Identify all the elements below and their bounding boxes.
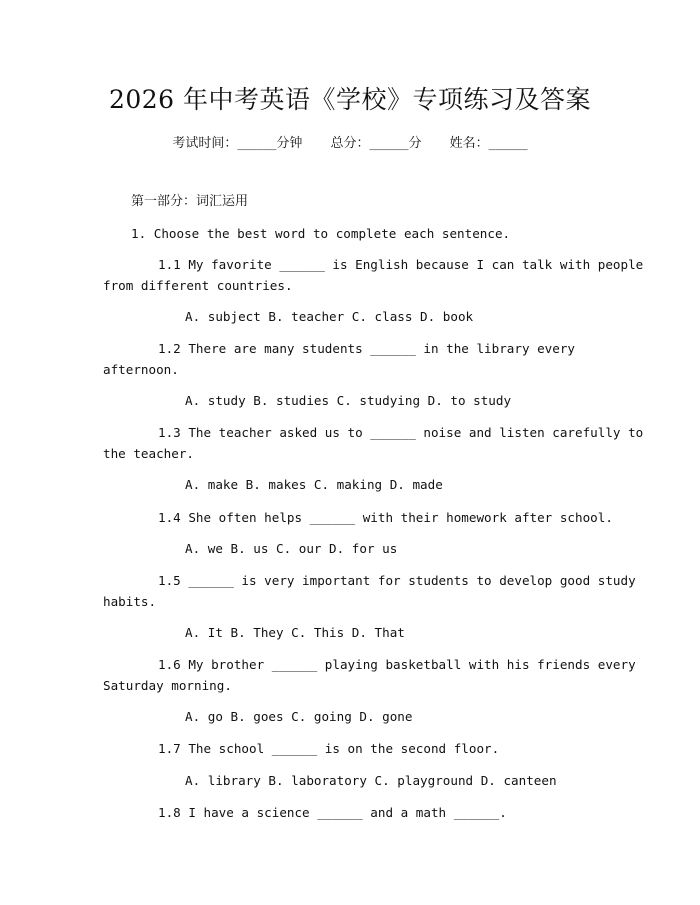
instruction-text: 1. Choose the best word to complete each sentence.	[131, 226, 511, 241]
question-1-8	[103, 802, 603, 823]
question-line: habits.	[103, 594, 157, 609]
options-1-7	[103, 770, 603, 791]
question-line: 1.6 My brother ______ playing basketball with his friends every	[158, 657, 636, 672]
options-1-1	[103, 306, 603, 327]
question-1-1	[103, 254, 644, 296]
question-line: from different countries.	[103, 278, 293, 293]
question-line: the teacher.	[103, 446, 194, 461]
question-line: Saturday morning.	[103, 678, 232, 693]
question-1-3	[103, 422, 644, 464]
question-1-7	[103, 738, 603, 759]
answer-options: A. we B. us C. our D. for us	[185, 541, 398, 556]
question-line: 1.5 ______ is very important for students to develop good study	[158, 573, 636, 588]
answer-options: A. study B. studies C. studying D. to study	[185, 393, 512, 408]
exam-score: 总分：______分	[330, 136, 422, 151]
options-1-6	[103, 706, 603, 727]
question-1-6	[103, 654, 636, 696]
answer-options: A. subject B. teacher C. class D. book	[185, 309, 474, 324]
options-1-2	[103, 390, 603, 411]
question-1-2	[103, 338, 603, 380]
answer-options: A. make B. makes C. making D. made	[185, 477, 443, 492]
question-line: afternoon.	[103, 362, 179, 377]
question-line: 1.8 I have a science ______ and a math ______.	[158, 805, 507, 820]
answer-options: A. go B. goes C. going D. gone	[185, 709, 413, 724]
question-1-5	[103, 570, 636, 612]
question-line: 1.4 She often helps ______ with their homework after school.	[158, 510, 613, 525]
question-line: 1.1 My favorite ______ is English because I can talk with people	[158, 257, 644, 272]
options-1-4	[103, 538, 603, 559]
question-1-4	[103, 507, 613, 528]
exam-time: 考试时间：______分钟	[172, 136, 303, 151]
options-1-3	[103, 474, 603, 495]
student-name: 姓名：______	[449, 136, 528, 151]
exam-meta	[0, 132, 700, 151]
instruction	[103, 223, 603, 244]
section-title: 第一部分：词汇运用	[131, 194, 249, 209]
document-title: 2026 年中考英语《学校》专项练习及答案	[108, 85, 592, 114]
question-line: 1.7 The school ______ is on the second floor.	[158, 741, 500, 756]
answer-options: A. library B. laboratory C. playground D. canteen	[185, 773, 557, 788]
answer-options: A. It B. They C. This D. That	[185, 625, 405, 640]
options-1-5	[103, 622, 603, 643]
question-line: 1.2 There are many students ______ in the library every	[158, 341, 576, 356]
question-line: 1.3 The teacher asked us to ______ noise and listen carefully to	[158, 425, 644, 440]
